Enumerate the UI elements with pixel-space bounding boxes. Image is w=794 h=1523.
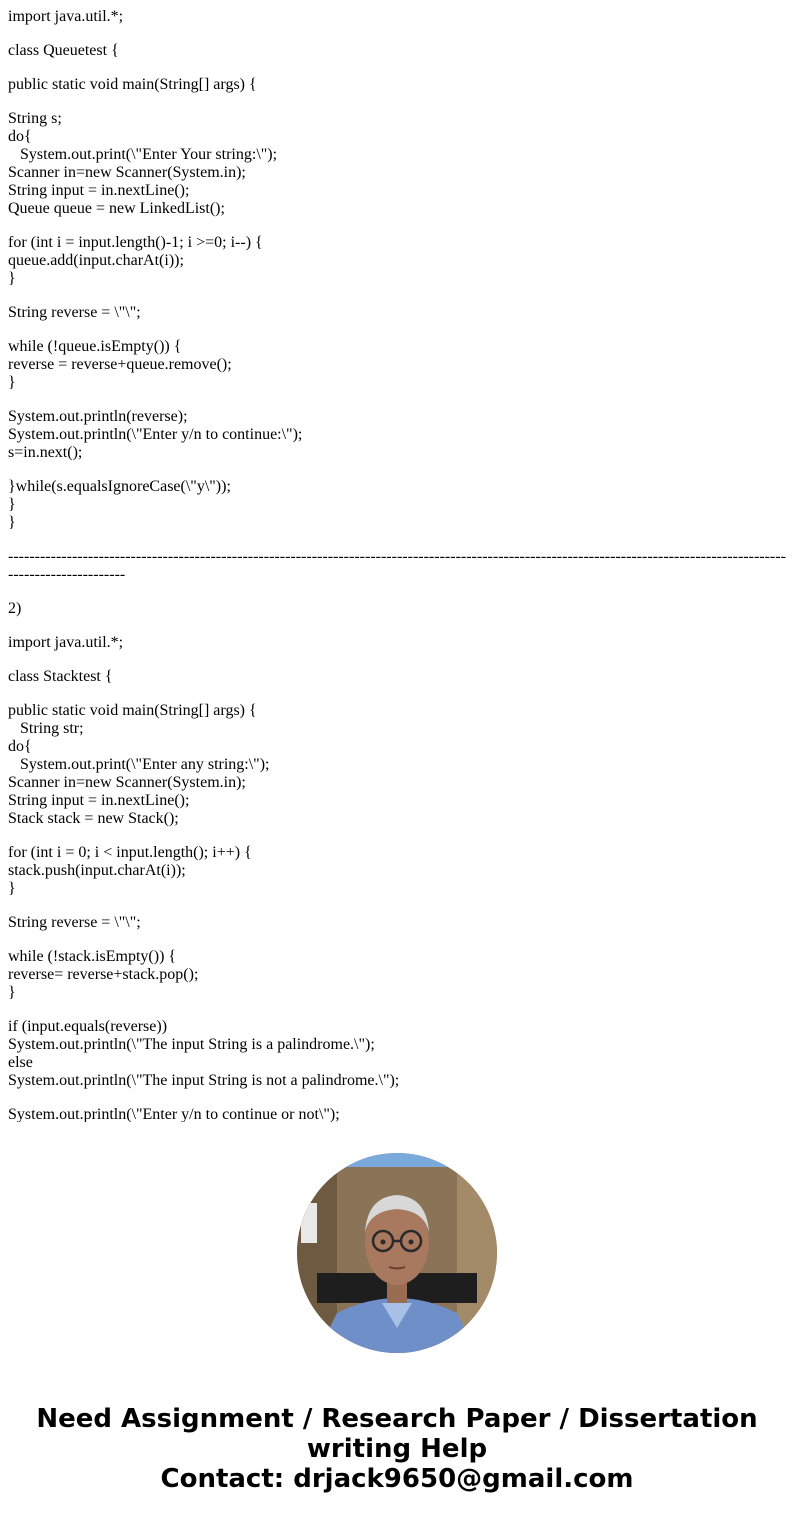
code-line: for (int i = input.length()-1; i >=0; i--) { bbox=[8, 234, 263, 251]
code-line: System.out.println(reverse); bbox=[8, 408, 188, 425]
blank-line bbox=[8, 932, 788, 948]
person-photo-icon bbox=[297, 1153, 497, 1353]
footer-help-text: Need Assignment / Research Paper / Dissertation writing Help bbox=[36, 1404, 767, 1464]
code-line: if (input.equals(reverse)) bbox=[8, 1018, 168, 1035]
code-line: for (int i = 0; i < input.length(); i++) { bbox=[8, 844, 252, 861]
blank-line bbox=[8, 1002, 788, 1018]
code-line: System.out.print(\"Enter any string:\"); bbox=[8, 756, 270, 773]
code-line: import java.util.*; bbox=[8, 8, 124, 25]
blank-line bbox=[8, 828, 788, 844]
code-line: System.out.println(\"Enter y/n to continue or not\"); bbox=[8, 1106, 340, 1122]
blank-line bbox=[8, 898, 788, 914]
code-line: do{ bbox=[8, 738, 32, 755]
separator-line: ------------------------------------------------------------------------------------------------------------------------------------------------------------------------ bbox=[8, 548, 786, 583]
blank-line bbox=[8, 652, 788, 668]
blank-line bbox=[8, 288, 788, 304]
blank-line bbox=[8, 584, 788, 600]
code-line: class Stacktest { bbox=[8, 668, 113, 685]
blank-line bbox=[8, 60, 788, 76]
code-block bbox=[8, 8, 788, 1122]
code-line: String reverse = \"\"; bbox=[8, 914, 141, 931]
code-line: Scanner in=new Scanner(System.in); bbox=[8, 164, 246, 181]
code-line: System.out.println(\"The input String is a palindrome.\"); bbox=[8, 1036, 375, 1053]
code-line: System.out.print(\"Enter Your string:\"); bbox=[8, 146, 278, 163]
code-line: 2) bbox=[8, 600, 22, 617]
code-line: reverse = reverse+queue.remove(); bbox=[8, 356, 232, 373]
blank-line bbox=[8, 26, 788, 42]
blank-line bbox=[8, 322, 788, 338]
code-line: String reverse = \"\"; bbox=[8, 304, 141, 321]
code-line: }while(s.equalsIgnoreCase(\"y\")); bbox=[8, 478, 231, 495]
code-line: import java.util.*; bbox=[8, 634, 124, 651]
author-avatar bbox=[297, 1153, 497, 1353]
code-line: System.out.println(\"The input String is not a palindrome.\"); bbox=[8, 1072, 400, 1089]
blank-line bbox=[8, 94, 788, 110]
code-line: } bbox=[8, 514, 16, 531]
blank-line bbox=[8, 1090, 788, 1106]
footer-banner bbox=[0, 1404, 794, 1494]
code-line: String input = in.nextLine(); bbox=[8, 792, 190, 809]
blank-line bbox=[8, 618, 788, 634]
blank-line bbox=[8, 392, 788, 408]
code-line: s=in.next(); bbox=[8, 444, 83, 461]
code-line: String s; bbox=[8, 110, 62, 127]
code-line: stack.push(input.charAt(i)); bbox=[8, 862, 186, 879]
code-line: String input = in.nextLine(); bbox=[8, 182, 190, 199]
code-line: } bbox=[8, 374, 16, 391]
code-line: String str; bbox=[8, 720, 84, 737]
blank-line bbox=[8, 686, 788, 702]
footer-contact-text: Contact: drjack9650@gmail.com bbox=[160, 1464, 634, 1494]
code-line: } bbox=[8, 984, 16, 1001]
code-line: queue.add(input.charAt(i)); bbox=[8, 252, 184, 269]
blank-line bbox=[8, 218, 788, 234]
code-line: } bbox=[8, 270, 16, 287]
code-line: public static void main(String[] args) { bbox=[8, 76, 257, 93]
code-line: reverse= reverse+stack.pop(); bbox=[8, 966, 199, 983]
blank-line bbox=[8, 462, 788, 478]
code-line: } bbox=[8, 496, 16, 513]
code-line: while (!stack.isEmpty()) { bbox=[8, 948, 177, 965]
code-line: public static void main(String[] args) { bbox=[8, 702, 257, 719]
code-line: } bbox=[8, 880, 16, 897]
blank-line bbox=[8, 532, 788, 548]
code-line: Scanner in=new Scanner(System.in); bbox=[8, 774, 246, 791]
code-line: System.out.println(\"Enter y/n to continue:\"); bbox=[8, 426, 303, 443]
code-line: class Queuetest { bbox=[8, 42, 119, 59]
code-line: else bbox=[8, 1054, 33, 1071]
code-line: while (!queue.isEmpty()) { bbox=[8, 338, 182, 355]
code-line: Stack stack = new Stack(); bbox=[8, 810, 179, 827]
code-line: do{ bbox=[8, 128, 32, 145]
code-line: Queue queue = new LinkedList(); bbox=[8, 200, 225, 217]
